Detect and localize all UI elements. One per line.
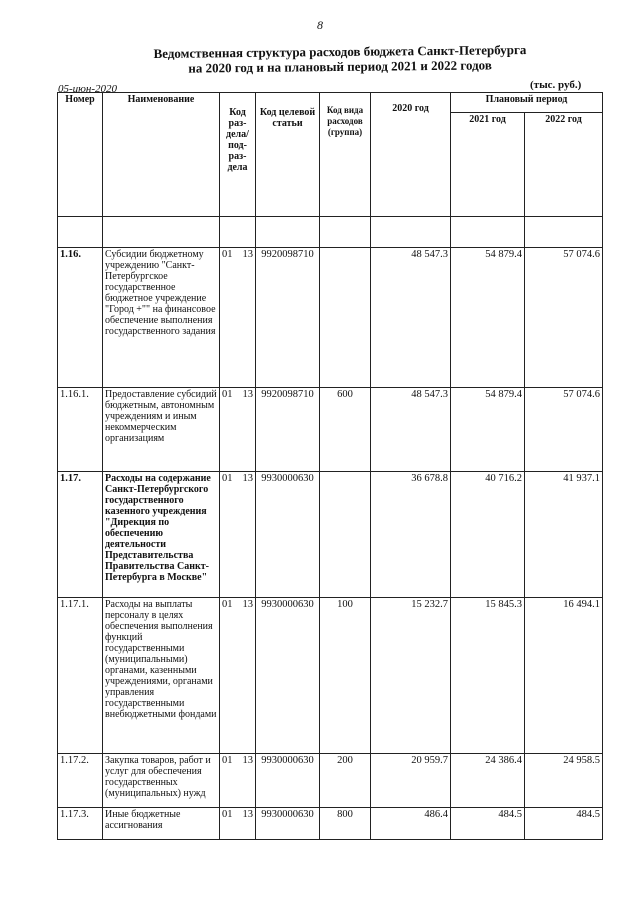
row-2022: 57 074.6 [525, 248, 603, 388]
header-2021: 2021 год [451, 113, 525, 217]
spacer-cell [220, 217, 256, 248]
header-expense-type-code: Код вида расходов (группа) [320, 93, 371, 217]
row-expense-type: 800 [320, 808, 371, 840]
podrazdel: 13 [242, 473, 253, 484]
row-expense-type: 200 [320, 754, 371, 808]
header-number: Номер [58, 93, 103, 217]
row-2020: 15 232.7 [371, 598, 451, 754]
header-target-code: Код целевой статьи [256, 93, 320, 217]
table-row [58, 472, 603, 598]
podrazdel: 13 [242, 389, 253, 400]
row-number: 1.16.1. [58, 388, 103, 472]
row-number: 1.17. [58, 472, 103, 598]
row-number: 1.16. [58, 248, 103, 388]
row-name: Закупка товаров, работ и услуг для обеспечения государственных (муниципальных) нужд [103, 754, 220, 808]
podrazdel: 13 [242, 755, 253, 766]
row-target-code: 9930000630 [256, 808, 320, 840]
header-plan-period: Плановый период [451, 93, 603, 113]
document-title [100, 41, 580, 76]
row-2020: 486.4 [371, 808, 451, 840]
spacer-cell [103, 217, 220, 248]
header-razdel: Код раз- дела/ под- раз- дела [220, 93, 256, 217]
row-razdel [220, 598, 256, 754]
podrazdel: 13 [242, 809, 253, 820]
row-razdel [220, 388, 256, 472]
row-name: Предоставление субсидий бюджетным, автономным учреждениям и иным некоммерческим организациям [103, 388, 220, 472]
spacer-cell [256, 217, 320, 248]
header-2022: 2022 год [525, 113, 603, 217]
row-2021: 40 716.2 [451, 472, 525, 598]
row-expense-type [320, 472, 371, 598]
table-row [58, 808, 603, 840]
row-razdel [220, 754, 256, 808]
row-2020: 20 959.7 [371, 754, 451, 808]
title-line-2: на 2020 год и на плановый период 2021 и 2022 годов [188, 57, 492, 76]
spacer-cell [451, 217, 525, 248]
podrazdel: 13 [242, 249, 253, 260]
row-target-code: 9930000630 [256, 472, 320, 598]
row-2021: 54 879.4 [451, 248, 525, 388]
row-2022: 24 958.5 [525, 754, 603, 808]
row-2021: 484.5 [451, 808, 525, 840]
row-razdel [220, 472, 256, 598]
budget-table [57, 92, 603, 840]
row-expense-type: 600 [320, 388, 371, 472]
row-2022: 484.5 [525, 808, 603, 840]
row-name: Субсидии бюджетному учреждению "Санкт-Петербургское государственное бюджетное учреждение "Город +"" на финансовое обеспечение выполнения государственного задания [103, 248, 220, 388]
row-target-code: 9930000630 [256, 754, 320, 808]
table-row [58, 248, 603, 388]
row-2020: 36 678.8 [371, 472, 451, 598]
header-2020: 2020 год [371, 93, 451, 217]
row-name: Расходы на содержание Санкт-Петербургского государственного казенного учреждения "Дирекция по обеспечению деятельности Представительства Правительства Санкт-Петербурга в Москве" [103, 472, 220, 598]
title-line-1: Ведомственная структура расходов бюджета Санкт-Петербурга [153, 42, 527, 61]
row-2022: 57 074.6 [525, 388, 603, 472]
row-2022: 41 937.1 [525, 472, 603, 598]
row-2020: 48 547.3 [371, 248, 451, 388]
row-target-code: 9930000630 [256, 598, 320, 754]
row-2021: 24 386.4 [451, 754, 525, 808]
row-razdel [220, 808, 256, 840]
table-row [58, 388, 603, 472]
header-name: Наименование [103, 93, 220, 217]
page-number: 8 [317, 18, 323, 32]
razdel: 01 [222, 755, 233, 766]
razdel: 01 [222, 389, 233, 400]
razdel: 01 [222, 599, 233, 610]
row-2021: 54 879.4 [451, 388, 525, 472]
spacer-cell [58, 217, 103, 248]
row-expense-type: 100 [320, 598, 371, 754]
table-row [58, 598, 603, 754]
row-target-code: 9920098710 [256, 388, 320, 472]
row-razdel [220, 248, 256, 388]
spacer-cell [371, 217, 451, 248]
row-expense-type [320, 248, 371, 388]
units-label: (тыс. руб.) [530, 79, 582, 91]
table-row [58, 754, 603, 808]
podrazdel: 13 [242, 599, 253, 610]
row-number: 1.17.2. [58, 754, 103, 808]
row-2021: 15 845.3 [451, 598, 525, 754]
spacer-cell [320, 217, 371, 248]
razdel: 01 [222, 249, 233, 260]
row-2022: 16 494.1 [525, 598, 603, 754]
row-number: 1.17.1. [58, 598, 103, 754]
row-name: Расходы на выплаты персоналу в целях обеспечения выполнения функций государственными (муниципальными) органами, казенными учреждениями, органами управления государственными внебюджетными фондами [103, 598, 220, 754]
row-2020: 48 547.3 [371, 388, 451, 472]
row-name: Иные бюджетные ассигнования [103, 808, 220, 840]
row-target-code: 9920098710 [256, 248, 320, 388]
razdel: 01 [222, 809, 233, 820]
document-date: 05-июн-2020 [58, 83, 118, 95]
spacer-cell [525, 217, 603, 248]
row-number: 1.17.3. [58, 808, 103, 840]
razdel: 01 [222, 473, 233, 484]
